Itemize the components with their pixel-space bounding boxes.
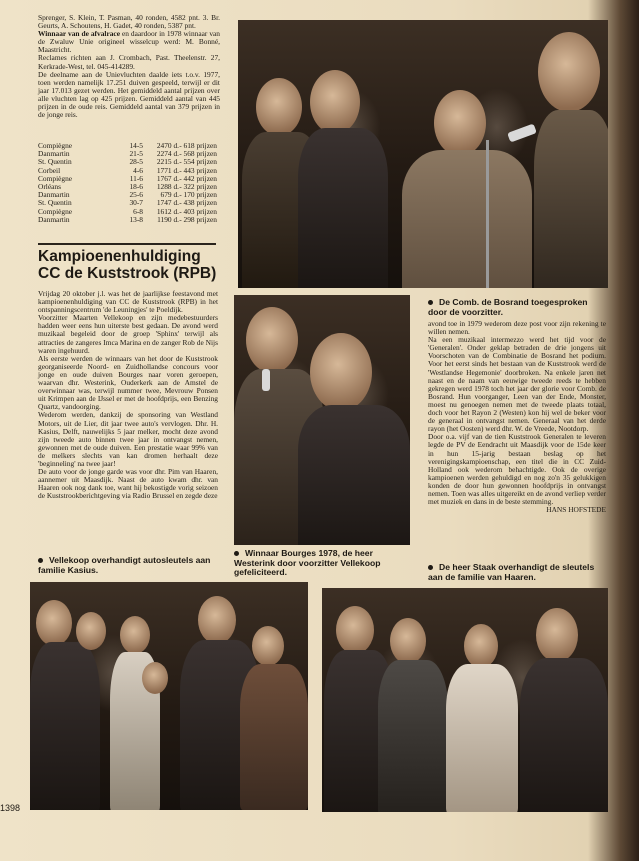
stats-cell-birds: 2470 d.	[156, 141, 179, 150]
stats-table	[38, 142, 218, 224]
stats-cell-place: Danmartin	[38, 190, 70, 200]
stats-cell-place: St. Quentin	[38, 157, 72, 167]
caption-text: Winnaar Bourges 1978, de heer Westerink door voorzitter Vellekoop gefeliciteerd.	[234, 548, 381, 578]
bullet-icon	[234, 551, 239, 556]
stats-cell-date: 21-5	[129, 149, 143, 159]
stats-cell-prizes: - 403 prijzen	[179, 206, 217, 216]
stats-cell-birds: 1612 d.	[156, 206, 179, 216]
winner-bold: Winnaar van de afvalrace	[38, 29, 120, 39]
stats-cell-place: Orléans	[38, 182, 61, 192]
caption-bosrand	[428, 298, 608, 317]
article-paragraph: Als eerste werden de winnaars van het door de Kuststrook georganiseerde Noord- en Zuidhollandse concours voor jonge en oude duiven Bourges naar voren geroepen, waarvan dhr. Westerink, Ouderkerk aan de Amstel de overwinnaar was, terwijl nummer twee, Mevrouw Ponsen uit Krimpen aan de IJssel er met de hoofdprijs, een Benzing Quartz, vandoorging.	[38, 353, 218, 412]
deelname-paragraph: De deelname aan de Unievluchten daalde iets t.o.v. 1977, toen werden namelijk 17.251 duiven gespeeld, terwijl er dit jaar 17.013 gezet werden. Het gemiddeld aantal prijzen over alle vluchten lag op 425 prijzen. Gemiddeld aantal van 445 prijzen in de oude reis. Gemiddeld aantal van 379 prijzen in de jonge reis.	[38, 69, 220, 120]
stats-cell-birds: 2274 d.	[156, 149, 179, 159]
article-paragraph: avond toe in 1979 wederom deze post voor zijn rekening te willen nemen.	[428, 319, 606, 337]
stats-cell-place: Compiègne	[38, 141, 73, 150]
headline-line-1: Kampioenenhuldiging	[38, 248, 201, 265]
stats-cell-place: Corbeil	[38, 165, 61, 175]
stats-cell-birds: 1771 d.	[156, 165, 179, 175]
stats-cell-birds: 1747 d.	[156, 198, 179, 208]
stats-cell-prizes: - 298 prijzen	[179, 214, 217, 224]
author-signature: HANS HOFSTEDE	[546, 505, 606, 515]
photo-westerink	[234, 295, 410, 545]
stats-cell-birds: 679 d.	[160, 190, 179, 200]
caption-text: De heer Staak overhandigt de sleutels aan de familie van Haaren.	[428, 562, 595, 582]
stats-cell-prizes: - 554 prijzen	[179, 157, 217, 167]
stats-cell-birds: 1767 d.	[156, 173, 179, 183]
stats-row	[38, 216, 218, 224]
stats-cell-birds: 1288 d.	[156, 182, 179, 192]
caption-van-haaren	[428, 563, 608, 582]
stats-cell-prizes: - 618 prijzen	[179, 141, 217, 150]
article-paragraph: De auto voor de jonge garde was voor dhr. Pim van Haaren, aannemer uit Maasdijk. Naast de auto kwam dhr. van Haaren ook nog dank toe, want hij bekostigde vorig seizoen de Kuststrookberichtgeving via Radio Brussel en zegde deze	[38, 467, 218, 501]
stats-cell-prizes: - 568 prijzen	[179, 149, 217, 159]
photo-kasius-family	[30, 582, 308, 810]
stats-cell-prizes: - 443 prijzen	[179, 165, 217, 175]
article-paragraph: Vrijdag 20 oktober j.l. was het de jaarlijkse feestavond met kampioenenhuldiging van CC de Kuststrook (RPB) in het ontspanningscentrum 'de Leuningjes' te Poeldijk.	[38, 289, 218, 315]
stats-cell-place: Compiègne	[38, 173, 73, 183]
winner-rest: en daardoor in 1978 winnaar van de Zwaluw Unie origineel wisselcup werd: M. Bonné, Maastricht.	[38, 29, 220, 55]
stats-cell-prizes: - 170 prijzen	[179, 190, 217, 200]
article-headline	[38, 248, 228, 282]
article-paragraph: Na een muzikaal intermezzo werd het tijd voor de 'Generalen'. Onder geklap betraden de drie jongens uit Voorschoten van de Combinatie de Bosrand het podium. Voor het eerst sinds het bestaan van de Kuststrook werd de 'Westlandse Hegemonie' doorbroken. Na enkele jaren net naast en de naam van eeuwige tweede reeds te hebben gekregen werd 1978 toch het jaar der glorie voor Comb. de Bosrand. Hun voorganger, Leen van der Ende, Monster, moest nu genoegen nemen met de tweede plaats totaal, doch voor het Rayon 2 (Westen) kon hij wel de beker voor de generaal in ontvangst nemen. Generaal van het derde rayon (het Oosten) werd dhr. W. de Vreede, Nootdorp.	[428, 335, 606, 434]
photo-bosrand-speech	[238, 20, 608, 288]
stats-cell-date: 14-5	[129, 141, 143, 150]
photo-van-haaren-family	[322, 588, 608, 812]
stats-cell-place: St. Quentin	[38, 198, 72, 208]
stats-cell-prizes: - 438 prijzen	[179, 198, 217, 208]
article-paragraph: Wederom werden, dankzij de sponsoring van Westland Motors, uit de Lier, dit jaar twee auto's vervlogen. Dhr. H. Kasius, Delft, nauwelijks 5 jaar melker, mocht deze avond zijn tweede auto binnen twee jaar in ontvangst nemen, gewonnen met de oude duiven. Een prestatie waar 99% van de melkers slechts van kan dromen herhaalt deze 'beginneling' na twee jaar!	[38, 410, 218, 468]
caption-westerink	[234, 549, 414, 578]
section-divider	[38, 243, 216, 245]
bullet-icon	[38, 558, 43, 563]
stats-cell-place: Danmartin	[38, 149, 70, 159]
stats-cell-place: Compiègne	[38, 206, 73, 216]
stats-cell-date: 4-6	[133, 165, 143, 175]
stats-cell-place: Danmartin	[38, 214, 70, 224]
stats-cell-birds: 2215 d.	[156, 157, 179, 167]
article-right-column	[428, 320, 606, 514]
stats-cell-date: 18-6	[129, 182, 143, 192]
winner-paragraph	[38, 30, 220, 54]
caption-kasius	[38, 556, 220, 575]
headline-line-2: CC de Kuststrook (RPB)	[38, 265, 217, 282]
bullet-icon	[428, 565, 433, 570]
article-paragraph: Door o.a. vijf van de tien Kuststrook Generalen te leveren legde de PV de Eendracht uit Maasdijk voor de 15de keer in hun 15-jarig bestaan beslag op het verenigingskampioenschap, een titel die in CC Zuid-Holland ook wederom behachtigde. Ook de overige kampioenen werden gehuldigd en nog zo'n 35 gelukkigen konden de door hun gewonnen hoofdprijs in ontvangst nemen. Toen was alles uitgereikt en de avond verliep verder met muziek en dans in de beste stemming.	[428, 432, 606, 507]
intro-paragraph: Sprenger, S. Klein, T. Pasman, 40 ronden, 4582 pnt. 3. Br. Geurts, A. Schoutens, H. Gadet, 40 ronden, 5387 pnt.	[38, 13, 220, 31]
stats-cell-prizes: - 442 prijzen	[179, 173, 217, 183]
stats-cell-date: 25-6	[129, 190, 143, 200]
stats-cell-prizes: - 322 prijzen	[179, 182, 217, 192]
stats-cell-date: 30-7	[129, 198, 143, 208]
stats-cell-date: 11-6	[129, 173, 143, 183]
article-left-column	[38, 290, 218, 500]
intro-text	[38, 14, 220, 119]
stats-cell-birds: 1190 d.	[157, 214, 179, 224]
stats-cell-date: 28-5	[129, 157, 143, 167]
stats-cell-date: 6-8	[133, 206, 143, 216]
page-number: 1398	[0, 803, 21, 813]
caption-text: Vellekoop overhandigt autosleutels aan familie Kasius.	[38, 555, 211, 575]
bullet-icon	[428, 300, 433, 305]
article-paragraph: Voorzitter Maarten Vellekoop en zijn medebestuurders hadden weer eens hun uiterste best gedaan. De avond werd muzikaal begeleid door de groep 'Sphinx' terwijl als attracties de zangeres Imca Marina en de zanger Rob de Nijs waren ingehuurd.	[38, 313, 218, 355]
reclames-paragraph: Reclames richten aan J. Crombach, Past. Theelenstr. 27, Kerkrade-West, tel. 045-414289.	[38, 53, 220, 71]
caption-text: De Comb. de Bosrand toegesproken door de voorzitter.	[428, 297, 588, 317]
stats-cell-date: 13-8	[129, 214, 143, 224]
